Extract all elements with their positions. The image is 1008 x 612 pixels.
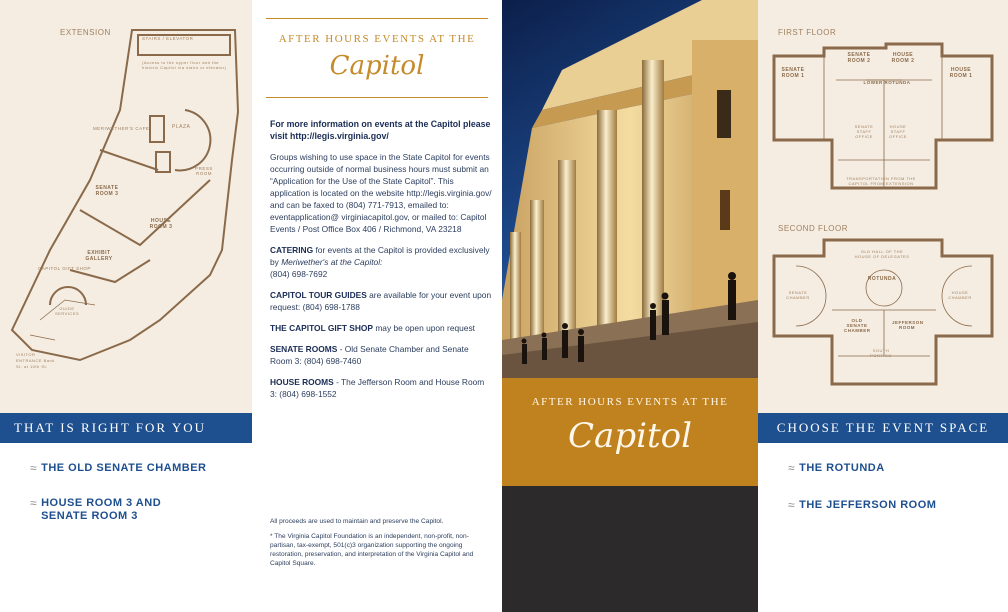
cover-title-top: AFTER HOURS EVENTS AT THE [531, 396, 729, 408]
extension-label: EXTENSION [60, 28, 111, 37]
wave-icon: ≈ [30, 461, 38, 475]
more-info-lead[interactable]: For more information on events at the Capitol please visit http://legis.virginia.gov/ [270, 119, 491, 141]
info-title-script: Capitol [329, 51, 425, 81]
catering-paragraph: CATERING for events at the Capitol is provided exclusively by Meriwether's at the Capitol: (804) 698-7692 [270, 245, 490, 279]
second-floor-plan [766, 236, 1002, 396]
choose-event-space-band: CHOOSE THE EVENT SPACE [758, 413, 1008, 443]
space-item-house-room-3[interactable]: ≈ HOUSE ROOM 3 AND SENATE ROOM 3 [30, 496, 162, 522]
second-floor-label: SECOND FLOOR [778, 224, 849, 233]
info-body [270, 118, 492, 409]
extension-floor-plan [10, 20, 250, 380]
space-item-old-senate[interactable]: ≈ THE OLD SENATE CHAMBER [30, 461, 207, 475]
senate-rooms-paragraph: SENATE ROOMS - Old Senate Chamber and Senate Room 3: (804) 698-7460 [270, 344, 469, 366]
panel-floor-plans: FIRST FLOOR SENATE ROOM 1 SENATE ROOM 2 HOUSE ROOM 2 HOUSE ROOM 1 LOWER ROTUNDA SENATE STAFF OFFICE HOUSE STAFF OFFICE TRANSPORTATION FROM THE CAPITOL FROM EXTENSION SECOND FLOOR OLD HALL OF THE HOUSE OF DELEGATES ROTUNDA SENATE CHAMBER HOUSE CHAMBER OLD SENATE CHAMBER JEFFERSON ROOM SOUTH PORTICO CHOOSE THE EVENT SPACE ≈ THE ROTUNDA ≈ THE JEFFERSON ROOM [758, 0, 1008, 612]
first-floor-label: FIRST FLOOR [778, 28, 837, 37]
wave-icon: ≈ [788, 461, 796, 475]
groups-paragraph: Groups wishing to use space in the State Capitol for events occurring outside of normal business hours must submit an “Application for the Use of the State Capitol”. This application is located on the website http://legis.virginia.gov/ and can be faxed to (804) 771-7913, emailed to: eventapplication@ virginiacapitol.gov, or mailed to: Capitol Events / Post Office Box 406 / Richmond, VA 23218 [270, 152, 492, 234]
panel-info [252, 0, 502, 612]
wave-icon: ≈ [30, 496, 38, 510]
gift-shop-paragraph: THE CAPITOL GIFT SHOP may be open upon request [270, 323, 475, 333]
cover-title-script: Capitol [568, 416, 692, 456]
space-item-rotunda[interactable]: ≈ THE ROTUNDA [788, 461, 885, 475]
wave-icon: ≈ [788, 498, 796, 512]
capitol-photo [502, 0, 758, 378]
space-item-jefferson-room[interactable]: ≈ THE JEFFERSON ROOM [788, 498, 937, 512]
tour-paragraph: CAPITOL TOUR GUIDES are available for your event upon request: (804) 698-1788 [270, 290, 492, 312]
panel-cover [502, 0, 758, 612]
house-rooms-paragraph: HOUSE ROOMS - The Jefferson Room and House Room 3: (804) 698-1552 [270, 377, 485, 399]
proceeds-note: All proceeds are used to maintain and preserve the Capitol. [270, 518, 444, 525]
panel-extension: EXTENSION STAIRS / ELEVATOR (Access to the upper floor and the historic Capitol via stairs or elevator) PLAZA MERIWETHER'S CAFE PRESS ROOM SENATE ROOM 3 HOUSE ROOM 3 EXHIBIT GALLERY CAPITOL GIFT SHOP GUIDE SERVICES VISITOR ENTRANCE Bank St. at 10th St. THAT IS RIGHT FOR YOU ≈ THE OLD SENATE CHAMBER ≈ HOUSE ROOM 3 AND SENATE ROOM 3 [0, 0, 252, 612]
info-title-top: AFTER HOURS EVENTS AT THE [278, 33, 476, 45]
foundation-note: * The Virginia Capitol Foundation is an independent, non-profit, non-partisan, tax-exempt, 501(c)3 organization supporting the ongoing restoration, preservation, and interpretation of the Virginia Capitol and Capitol Square. [270, 533, 474, 567]
info-title-box [266, 18, 488, 98]
right-for-you-band: THAT IS RIGHT FOR YOU [0, 413, 252, 443]
info-footnotes [270, 517, 492, 574]
cover-title-box [502, 378, 758, 486]
